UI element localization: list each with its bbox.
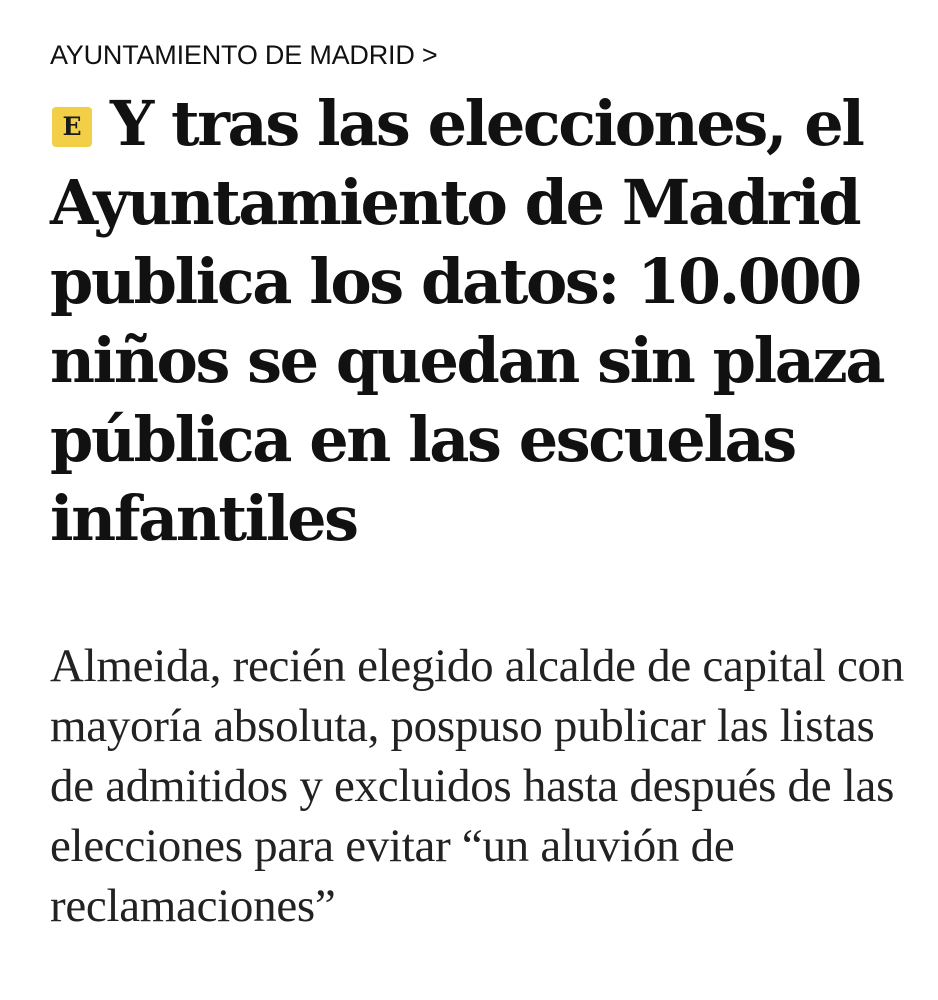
- section-breadcrumb-link[interactable]: AYUNTAMIENTO DE MADRID >: [50, 40, 438, 70]
- headline-text: Y tras las elecciones, el Ayuntamiento de Madrid publica los datos: 10.000 niños se quedan sin plaza pública en las escuelas infantiles: [50, 87, 884, 555]
- headline: [50, 84, 910, 558]
- subtitle: Almeida, recién elegido alcalde de capital con mayoría absoluta, pospuso publicar las listas de admitidos y excluidos hasta después de las elecciones para evitar “un aluvión de reclamaciones”: [50, 640, 904, 932]
- article: [50, 0, 910, 936]
- exclusive-badge-icon: E: [52, 107, 92, 147]
